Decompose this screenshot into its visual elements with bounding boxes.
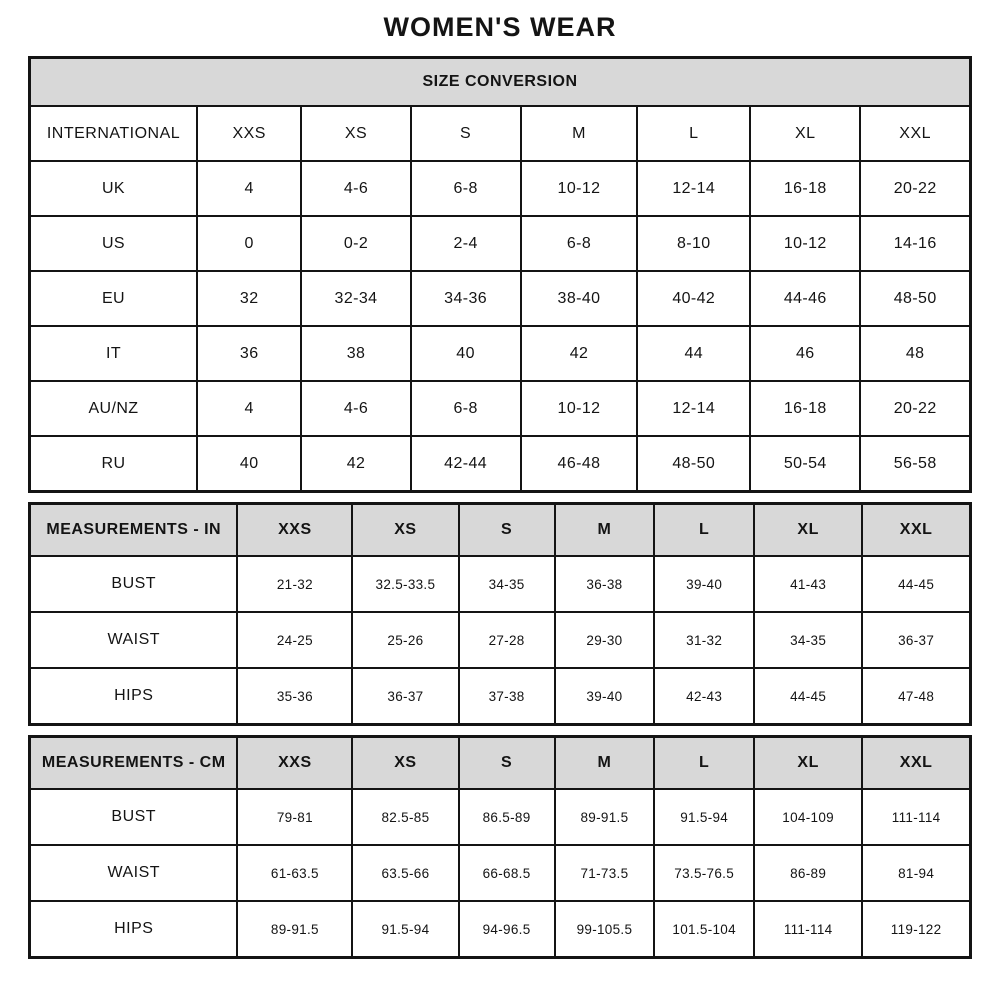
table-row (30, 612, 971, 668)
value-cell: 6-8 (521, 216, 638, 271)
value-cell: 94-96.5 (459, 901, 555, 958)
value-cell: 10-12 (750, 216, 860, 271)
value-cell: 38-40 (521, 271, 638, 326)
size-header: XS (352, 737, 458, 790)
value-cell: 73.5-76.5 (654, 845, 754, 901)
row-label-cell: WAIST (30, 845, 238, 901)
value-cell: 6-8 (411, 381, 521, 436)
value-cell: 119-122 (862, 901, 970, 958)
table-row (30, 789, 971, 845)
size-header: XXS (237, 737, 352, 790)
row-label-cell: IT (30, 326, 197, 381)
size-header: XL (750, 106, 860, 161)
value-cell: 34-35 (459, 556, 555, 612)
row-label-cell: HIPS (30, 901, 238, 958)
size-header: S (411, 106, 521, 161)
size-header: L (637, 106, 750, 161)
value-cell: 104-109 (754, 789, 862, 845)
value-cell: 111-114 (862, 789, 970, 845)
size-header: XL (754, 737, 862, 790)
table-title: SIZE CONVERSION (30, 58, 971, 107)
table-row (30, 436, 971, 492)
value-cell: 37-38 (459, 668, 555, 725)
value-cell: 46 (750, 326, 860, 381)
size-header: XXS (197, 106, 301, 161)
value-cell: 4 (197, 381, 301, 436)
value-cell: 81-94 (862, 845, 970, 901)
value-cell: 56-58 (860, 436, 970, 492)
value-cell: 0 (197, 216, 301, 271)
size-header: M (555, 737, 655, 790)
table-row (30, 901, 971, 958)
value-cell: 21-32 (237, 556, 352, 612)
value-cell: 35-36 (237, 668, 352, 725)
value-cell: 86.5-89 (459, 789, 555, 845)
value-cell: 36-37 (352, 668, 458, 725)
value-cell: 79-81 (237, 789, 352, 845)
size-header: XXL (862, 504, 970, 557)
size-header: L (654, 504, 754, 557)
value-cell: 61-63.5 (237, 845, 352, 901)
value-cell: 101.5-104 (654, 901, 754, 958)
value-cell: 27-28 (459, 612, 555, 668)
value-cell: 12-14 (637, 161, 750, 216)
value-cell: 48-50 (860, 271, 970, 326)
value-cell: 41-43 (754, 556, 862, 612)
header-row (30, 106, 971, 161)
header-row (30, 737, 971, 790)
value-cell: 29-30 (555, 612, 655, 668)
value-cell: 12-14 (637, 381, 750, 436)
value-cell: 2-4 (411, 216, 521, 271)
value-cell: 4-6 (301, 381, 410, 436)
table-row (30, 556, 971, 612)
table-title-row (30, 58, 971, 107)
value-cell: 36-37 (862, 612, 970, 668)
size-chart-page (28, 0, 972, 959)
value-cell: 91.5-94 (654, 789, 754, 845)
value-cell: 48 (860, 326, 970, 381)
value-cell: 40-42 (637, 271, 750, 326)
row-label-header: INTERNATIONAL (30, 106, 197, 161)
value-cell: 14-16 (860, 216, 970, 271)
value-cell: 32-34 (301, 271, 410, 326)
value-cell: 99-105.5 (555, 901, 655, 958)
value-cell: 31-32 (654, 612, 754, 668)
value-cell: 82.5-85 (352, 789, 458, 845)
value-cell: 42 (301, 436, 410, 492)
table-row (30, 161, 971, 216)
value-cell: 46-48 (521, 436, 638, 492)
value-cell: 38 (301, 326, 410, 381)
value-cell: 6-8 (411, 161, 521, 216)
page-title: WOMEN'S WEAR (383, 12, 617, 42)
value-cell: 16-18 (750, 381, 860, 436)
value-cell: 10-12 (521, 381, 638, 436)
size-header: M (555, 504, 655, 557)
size-header: XXS (237, 504, 352, 557)
size-header: XXL (862, 737, 970, 790)
measurements-in-table (28, 502, 972, 726)
size-header: XXL (860, 106, 970, 161)
value-cell: 47-48 (862, 668, 970, 725)
value-cell: 25-26 (352, 612, 458, 668)
size-header: S (459, 504, 555, 557)
table-row (30, 668, 971, 725)
value-cell: 32.5-33.5 (352, 556, 458, 612)
row-label-cell: EU (30, 271, 197, 326)
value-cell: 63.5-66 (352, 845, 458, 901)
size-header: M (521, 106, 638, 161)
value-cell: 39-40 (555, 668, 655, 725)
table-row (30, 271, 971, 326)
row-label-cell: BUST (30, 789, 238, 845)
value-cell: 40 (197, 436, 301, 492)
value-cell: 24-25 (237, 612, 352, 668)
value-cell: 89-91.5 (555, 789, 655, 845)
row-label-header: MEASUREMENTS - IN (30, 504, 238, 557)
header-row (30, 504, 971, 557)
value-cell: 10-12 (521, 161, 638, 216)
value-cell: 42-44 (411, 436, 521, 492)
value-cell: 48-50 (637, 436, 750, 492)
row-label-cell: RU (30, 436, 197, 492)
value-cell: 16-18 (750, 161, 860, 216)
value-cell: 44-45 (754, 668, 862, 725)
value-cell: 34-35 (754, 612, 862, 668)
value-cell: 44 (637, 326, 750, 381)
row-label-cell: US (30, 216, 197, 271)
value-cell: 86-89 (754, 845, 862, 901)
row-label-cell: HIPS (30, 668, 238, 725)
value-cell: 36 (197, 326, 301, 381)
value-cell: 91.5-94 (352, 901, 458, 958)
value-cell: 36-38 (555, 556, 655, 612)
value-cell: 42-43 (654, 668, 754, 725)
value-cell: 111-114 (754, 901, 862, 958)
size-header: L (654, 737, 754, 790)
size-conversion-table (28, 56, 972, 493)
size-header: XS (301, 106, 410, 161)
table-row (30, 326, 971, 381)
value-cell: 89-91.5 (237, 901, 352, 958)
table-row (30, 845, 971, 901)
value-cell: 40 (411, 326, 521, 381)
value-cell: 20-22 (860, 381, 970, 436)
table-row (30, 381, 971, 436)
value-cell: 0-2 (301, 216, 410, 271)
value-cell: 50-54 (750, 436, 860, 492)
size-header: S (459, 737, 555, 790)
row-label-cell: UK (30, 161, 197, 216)
value-cell: 8-10 (637, 216, 750, 271)
value-cell: 4 (197, 161, 301, 216)
size-header: XS (352, 504, 458, 557)
value-cell: 42 (521, 326, 638, 381)
measurements-cm-table (28, 735, 972, 959)
size-header: XL (754, 504, 862, 557)
row-label-cell: WAIST (30, 612, 238, 668)
value-cell: 20-22 (860, 161, 970, 216)
value-cell: 4-6 (301, 161, 410, 216)
value-cell: 71-73.5 (555, 845, 655, 901)
value-cell: 34-36 (411, 271, 521, 326)
value-cell: 39-40 (654, 556, 754, 612)
value-cell: 44-45 (862, 556, 970, 612)
value-cell: 32 (197, 271, 301, 326)
row-label-cell: AU/NZ (30, 381, 197, 436)
value-cell: 44-46 (750, 271, 860, 326)
row-label-cell: BUST (30, 556, 238, 612)
row-label-header: MEASUREMENTS - CM (30, 737, 238, 790)
table-row (30, 216, 971, 271)
value-cell: 66-68.5 (459, 845, 555, 901)
